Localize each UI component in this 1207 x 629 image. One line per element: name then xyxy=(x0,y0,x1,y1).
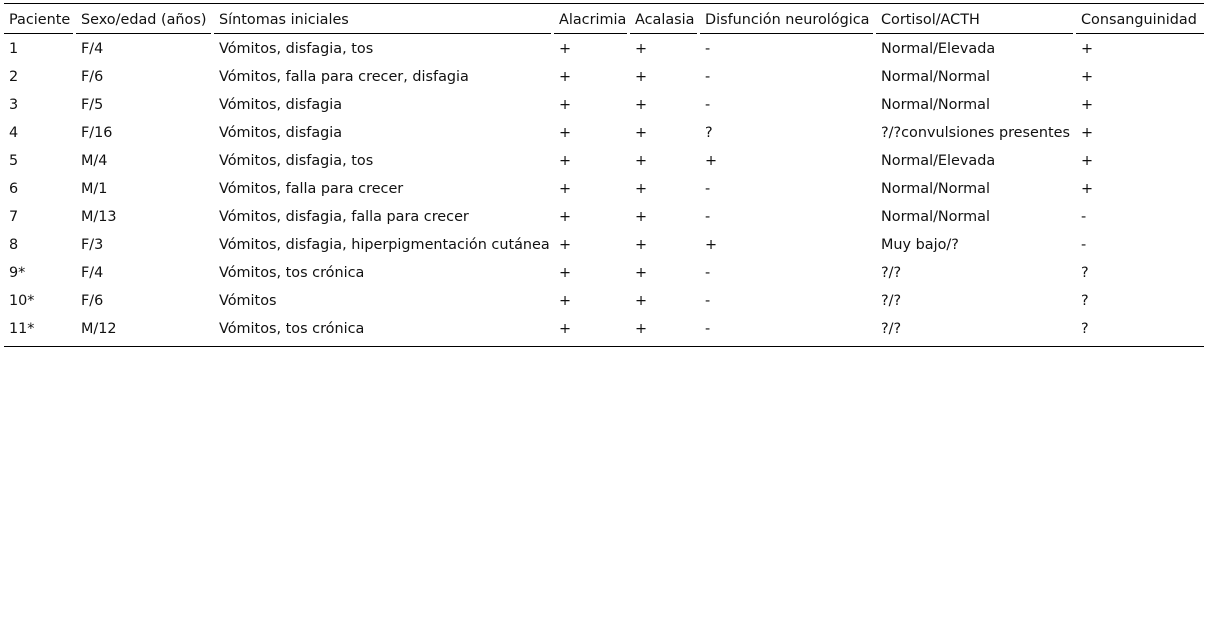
cell-acalasia: + xyxy=(635,96,648,113)
table-row xyxy=(4,34,1204,63)
cell-paciente: 4 xyxy=(9,124,19,141)
table-row xyxy=(4,259,1204,287)
cell-acalasia: + xyxy=(635,180,648,197)
cell-consanguinidad: ? xyxy=(1081,264,1089,281)
table-row xyxy=(4,119,1204,147)
cell-disfuncion: - xyxy=(705,320,711,337)
cell-disfuncion: + xyxy=(705,152,718,169)
cell-cortisol-acth: Normal/Normal xyxy=(881,180,990,197)
cell-disfuncion: - xyxy=(705,40,711,57)
cell-consanguinidad: + xyxy=(1081,180,1094,197)
header-sintomas xyxy=(214,4,554,35)
header-acalasia xyxy=(630,4,700,35)
cell-acalasia: + xyxy=(635,264,648,281)
cell-acalasia: + xyxy=(635,320,648,337)
cell-alacrimia: + xyxy=(559,180,572,197)
header-alacrimia-label: Alacrimia xyxy=(554,4,627,34)
header-cortisol-label: Cortisol/ACTH xyxy=(876,4,1073,34)
cell-disfuncion: - xyxy=(705,264,711,281)
cell-paciente: 10* xyxy=(9,292,35,309)
table-body xyxy=(4,34,1204,347)
table-header xyxy=(4,4,1204,35)
cell-acalasia: + xyxy=(635,152,648,169)
cell-sexo-edad: F/6 xyxy=(81,292,104,309)
cell-sexo-edad: F/4 xyxy=(81,264,104,281)
cell-sintomas: Vómitos, tos crónica xyxy=(219,320,365,337)
table-row xyxy=(4,315,1204,347)
cell-acalasia: + xyxy=(635,292,648,309)
cell-consanguinidad: - xyxy=(1081,208,1087,225)
cell-sexo-edad: F/5 xyxy=(81,96,104,113)
cell-sintomas: Vómitos, disfagia xyxy=(219,124,343,141)
table-row xyxy=(4,91,1204,119)
header-acalasia-label: Acalasia xyxy=(630,4,697,34)
header-disfuncion-neurologica xyxy=(700,4,876,35)
header-sexo-edad-label: Sexo/edad (años) xyxy=(76,4,211,34)
cell-cortisol-acth: ?/?convulsiones presentes xyxy=(881,124,1070,141)
cell-paciente: 2 xyxy=(9,68,19,85)
cell-sintomas: Vómitos, tos crónica xyxy=(219,264,365,281)
cell-disfuncion: - xyxy=(705,180,711,197)
cell-acalasia: + xyxy=(635,68,648,85)
cell-alacrimia: + xyxy=(559,236,572,253)
header-paciente xyxy=(4,4,76,35)
cell-alacrimia: + xyxy=(559,264,572,281)
cell-paciente: 8 xyxy=(9,236,19,253)
header-alacrimia xyxy=(554,4,630,35)
cell-alacrimia: + xyxy=(559,96,572,113)
cell-sintomas: Vómitos, falla para crecer xyxy=(219,180,404,197)
header-sintomas-label: Síntomas iniciales xyxy=(214,4,551,34)
cell-cortisol-acth: Muy bajo/? xyxy=(881,236,959,253)
table-row xyxy=(4,203,1204,231)
table-row xyxy=(4,231,1204,259)
cell-paciente: 7 xyxy=(9,208,19,225)
cell-consanguinidad: + xyxy=(1081,68,1094,85)
table-row xyxy=(4,147,1204,175)
cell-cortisol-acth: ?/? xyxy=(881,320,902,337)
header-disfuncion-label: Disfunción neurológica xyxy=(700,4,873,34)
cell-alacrimia: + xyxy=(559,320,572,337)
cell-sintomas: Vómitos, disfagia, tos xyxy=(219,152,374,169)
header-paciente-label: Paciente xyxy=(4,4,73,34)
patient-table xyxy=(4,3,1204,347)
cell-consanguinidad: + xyxy=(1081,96,1094,113)
cell-cortisol-acth: ?/? xyxy=(881,292,902,309)
cell-disfuncion: + xyxy=(705,236,718,253)
cell-cortisol-acth: Normal/Elevada xyxy=(881,40,996,57)
patient-table-container xyxy=(4,3,1204,347)
cell-paciente: 6 xyxy=(9,180,19,197)
cell-disfuncion: - xyxy=(705,96,711,113)
cell-sexo-edad: F/4 xyxy=(81,40,104,57)
cell-acalasia: + xyxy=(635,124,648,141)
cell-sexo-edad: M/13 xyxy=(81,208,117,225)
cell-paciente: 5 xyxy=(9,152,19,169)
cell-acalasia: + xyxy=(635,40,648,57)
cell-consanguinidad: + xyxy=(1081,152,1094,169)
cell-disfuncion: - xyxy=(705,292,711,309)
cell-sintomas: Vómitos, disfagia, falla para crecer xyxy=(219,208,469,225)
cell-alacrimia: + xyxy=(559,292,572,309)
header-cortisol-acth xyxy=(876,4,1076,35)
cell-cortisol-acth: ?/? xyxy=(881,264,902,281)
cell-paciente: 9* xyxy=(9,264,26,281)
header-sexo-edad xyxy=(76,4,214,35)
cell-alacrimia: + xyxy=(559,68,572,85)
cell-disfuncion: ? xyxy=(705,124,713,141)
cell-disfuncion: - xyxy=(705,208,711,225)
cell-consanguinidad: + xyxy=(1081,124,1094,141)
cell-sintomas: Vómitos, disfagia, hiperpigmentación cutánea xyxy=(219,236,550,253)
cell-acalasia: + xyxy=(635,236,648,253)
cell-acalasia: + xyxy=(635,208,648,225)
cell-consanguinidad: ? xyxy=(1081,320,1089,337)
cell-disfuncion: - xyxy=(705,68,711,85)
cell-cortisol-acth: Normal/Normal xyxy=(881,96,990,113)
cell-consanguinidad: + xyxy=(1081,40,1094,57)
cell-paciente: 3 xyxy=(9,96,19,113)
cell-alacrimia: + xyxy=(559,124,572,141)
cell-paciente: 11* xyxy=(9,320,35,337)
cell-consanguinidad: - xyxy=(1081,236,1087,253)
cell-sintomas: Vómitos, falla para crecer, disfagia xyxy=(219,68,469,85)
cell-sintomas: Vómitos, disfagia, tos xyxy=(219,40,374,57)
cell-cortisol-acth: Normal/Normal xyxy=(881,208,990,225)
cell-cortisol-acth: Normal/Normal xyxy=(881,68,990,85)
cell-sintomas: Vómitos xyxy=(219,292,277,309)
header-consanguinidad-label: Consanguinidad xyxy=(1076,4,1204,34)
cell-alacrimia: + xyxy=(559,208,572,225)
cell-sexo-edad: M/12 xyxy=(81,320,117,337)
header-row xyxy=(4,4,1204,35)
cell-sexo-edad: M/1 xyxy=(81,180,108,197)
cell-consanguinidad: ? xyxy=(1081,292,1089,309)
cell-alacrimia: + xyxy=(559,40,572,57)
cell-sexo-edad: F/3 xyxy=(81,236,104,253)
header-consanguinidad xyxy=(1076,4,1204,35)
cell-sexo-edad: F/16 xyxy=(81,124,113,141)
cell-paciente: 1 xyxy=(9,40,19,57)
cell-cortisol-acth: Normal/Elevada xyxy=(881,152,996,169)
cell-alacrimia: + xyxy=(559,152,572,169)
table-row xyxy=(4,63,1204,91)
table-row xyxy=(4,287,1204,315)
cell-sexo-edad: M/4 xyxy=(81,152,108,169)
cell-sexo-edad: F/6 xyxy=(81,68,104,85)
table-row xyxy=(4,175,1204,203)
cell-sintomas: Vómitos, disfagia xyxy=(219,96,343,113)
